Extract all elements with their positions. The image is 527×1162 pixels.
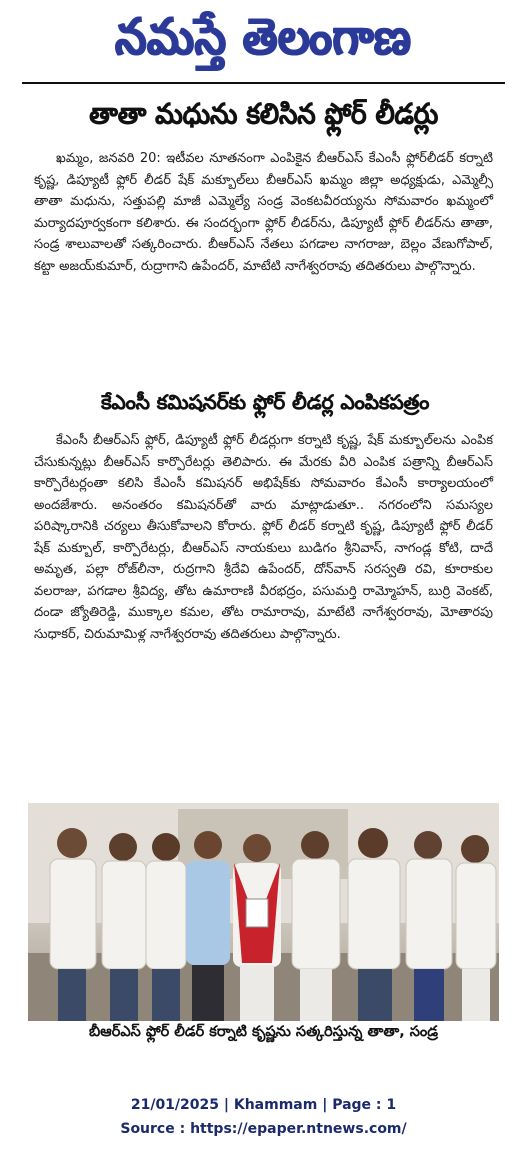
article-paragraph-2: కేఎంసీ బీఆర్ఎస్ ఫ్లోర్, డిప్యూటీ ఫ్లోర్ లీడర్లుగా కర్నాటి కృష్ణ, షేక్ మక్బూల్‌లను ఎంపిక చేసుకున్నట్లు బీఆర్ఎస్ కార్పొరేటర్లు తెలిపారు. ఈ మేరకు వీరి ఎంపిక పత్రాన్ని బీఆర్ఎస్ కార్పొరేటర్లంతా కలిసి కేఎంసీ కమిషనర్ అభిషేక్‌కు సోమవారం కేఎంసీ కార్యాలయంలో అందజేశారు. అనంతరం కమిషనర్‌తో వారు మాట్లాడుతూ.. నగరంలోని సమస్యల పరిష్కారానికి చర్యలు తీసుకోవాలని కోరారు. ఫ్లోర్ లీడర్ కర్నాటి కృష్ణ, డిప్యూటీ ఫ్లోర్ లీడర్ షేక్ మక్బూల్, కార్పొరేటర్లు, బీఆర్ఎస్ నాయకులు బుడిగం శ్రీనివాస్, నాగండ్ల కోటి, దాదే అమృత, పల్లా రోజ్‌లీనా, రుద్రగాని శ్రీదేవి ఉపేందర్, దోన్‌వాన్ సరస్వతి రవి, కూరాకుల వలరాజు, పగడాల శ్రీవిద్య, తోట ఉమారాణి వీరభద్రం, పసుమర్తి రామ్మోహన్, బుర్రి వెంకట్, దండా జ్యోతిరెడ్డి, ముక్కాల కమల, తోట రామారావు, మాటేటి నాగేశ్వరరావు, మోతారపు సుధాకర్, చిరుమామిళ్ల నాగేశ్వరరావు తదితరులు పాల్గొన్నారు. — [34, 433, 493, 642]
news-clipping — [22, 0, 505, 1092]
masthead-divider — [22, 82, 505, 84]
article-paragraph-1: ఖమ్మం, జనవరి 20: ఇటీవల నూతనంగా ఎంపికైన బీఆర్ఎస్ కేఎంసీ ఫ్లోర్‌లీడర్ కర్నాటి కృష్ణ, డిప్యూటీ ఫ్లోర్ లీడర్ షేక్ మక్బూల్‌లు బీఆర్ఎస్ ఖమ్మం జిల్లా అధ్యక్షుడు, ఎమ్మెల్సీ తాతా మధును, సత్తుపల్లి మాజీ ఎమ్మెల్యే సండ్ర వెంకటవీరయ్యను సోమవారం ఖమ్మంలో మర్యాదపూర్వకంగా కలిశారు. ఈ సందర్భంగా ఫ్లోర్ లీడర్‌ను, డిప్యూటీ ఫ్లోర్ లీడర్‌ను తాతా, సండ్ర శాలువాలతో సత్కరించారు. బీఆర్ఎస్ నేతలు పగడాల నాగరాజు, బెల్లం వేణుగోపాల్, కట్టా అజయ్‌కుమార్, రుద్రాగాని ఉపేందర్, మాటేటి నాగేశ్వరరావు తదితరులు పాల్గొన్నారు. — [34, 151, 493, 274]
article-subheadline: కేఎంసీ కమిషనర్‌కు ఫ్లోర్ లీడర్ల ఎంపికపత్రం — [100, 390, 430, 414]
footer-dateline: 21/01/2025 | Khammam | Page : 1 — [130, 1097, 397, 1113]
footer-source: Source : https://epaper.ntnews.com/ — [120, 1121, 407, 1137]
photo-caption: బీఆర్ఎస్ ఫ్లోర్ లీడర్ కర్నాటి కృష్ణను సత్కరిస్తున్న తాతా, సండ్ర — [88, 1024, 439, 1040]
article-headline: తాతా మధును కలిసిన ఫ్లోర్ లీడర్లు — [89, 98, 438, 132]
group-photo-illustration — [28, 803, 499, 1021]
news-photo — [28, 803, 499, 1021]
masthead-logo: నమస్తే తెలంగాణ — [115, 8, 412, 67]
